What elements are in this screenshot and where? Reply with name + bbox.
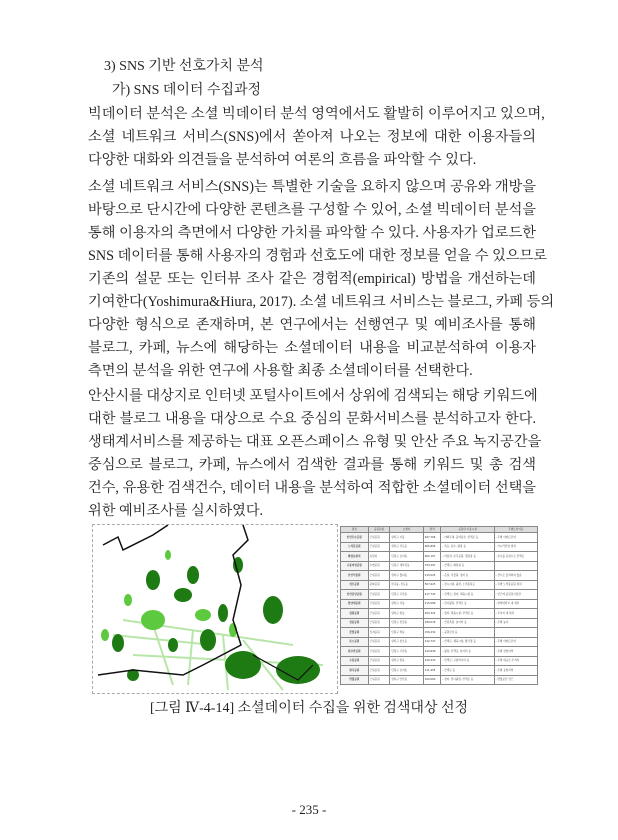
table-cell: 상록구 일동 — [390, 656, 423, 666]
table-cell: 상록구 사동 — [390, 599, 423, 609]
table-cell: 단원구 초지동 — [390, 666, 423, 676]
paragraph-line: 측면의 분석을 위한 연구에 사용할 최종 소셜데이터를 선택한다. — [88, 363, 473, 379]
section-heading: 3) SNS 기반 선호가치 분석 — [104, 59, 264, 74]
paragraph-line: 다양한 형식으로 존재하며, 본 연구에서는 선행연구 및 예비조사를 통해 — [88, 317, 536, 333]
table-cell: 단원구 초지동 — [390, 552, 423, 562]
table-cell: 본오공원 — [341, 637, 369, 647]
table-row — [341, 542, 538, 552]
table-cell: 215,025 — [423, 571, 441, 581]
paragraph-line: 위한 예비조사를 실시하였다. — [88, 503, 264, 519]
table-row — [341, 590, 538, 600]
table-cell: 189,076 — [423, 618, 441, 628]
table-cell: 정원공원 — [341, 609, 369, 619]
table-cell: 반월공원 — [341, 675, 369, 685]
table-row — [341, 552, 538, 562]
table-header: 주변토지이용 — [494, 527, 537, 533]
table-cell: - 산책로, 화장실 등 — [441, 561, 494, 571]
table-cell: 상록구 안산동 — [390, 675, 423, 685]
table-cell: 665,806 — [423, 542, 441, 552]
table-cell: - 주변 상업지역 — [494, 647, 537, 657]
table-cell: 꽃빛공원 — [341, 628, 369, 638]
paragraph-line: 소셜 네트워크 서비스(SNS)에서 쏟아져 나오는 정보에 대한 이용자들의 — [88, 129, 536, 145]
table-cell: 노적봉공원 — [341, 542, 369, 552]
paragraph-line: 대한 블로그 내용을 대상으로 수요 중심의 문화서비스를 분석하고자 한다. — [88, 411, 536, 427]
table-cell: 화랑유원지 — [341, 552, 369, 562]
table-cell: - 정자, 체육시설, 산책로 등 — [441, 609, 494, 619]
table-cell: 상록구 일동 — [390, 609, 423, 619]
paragraph-line: SNS 데이터를 통해 사용자의 경험과 선호도에 대한 정보를 얻을 수 있으므로 — [88, 248, 547, 264]
table-header: 공원내 이용시설 — [441, 527, 494, 533]
table-cell: - 광장, 산책로, 놀이터 등 — [441, 647, 494, 657]
table-cell: 507,625 — [423, 580, 441, 590]
paragraph-line: 안산시를 대상지로 인터넷 포털사이트에서 상위에 검색되는 해당 키워드에 — [88, 388, 538, 404]
table-cell: 단원구 대부북동 — [390, 561, 423, 571]
table-cell: 안산중앙공원 — [341, 590, 369, 600]
table-cell: - 온실, 식물원, 정자 등 — [441, 571, 494, 581]
table-cell: - 주변 대규모 주거지 — [494, 656, 537, 666]
green-space-map — [92, 524, 338, 694]
table-cell: 단원구 고잔동 — [390, 647, 423, 657]
table-cell: - 인근에 올림픽기념관 — [494, 590, 537, 600]
table-cell: 120,649 — [423, 647, 441, 657]
park-table — [340, 526, 538, 685]
table-cell: 원고잔공원 — [341, 647, 369, 657]
table-cell: 근린공원 — [368, 675, 390, 685]
table-cell: - 산으로 둘러싸여 있음 — [494, 571, 537, 581]
table-row — [341, 571, 538, 581]
table-cell: - 산책로, 정자, 체육시설 등 — [441, 590, 494, 600]
table-cell: 204,322 — [423, 609, 441, 619]
paragraph-line: 소셜 네트워크 서비스(SNS)는 특별한 기술을 요하지 않으며 공유와 개방을 — [88, 179, 536, 195]
table-cell: - 폭포, 분수, 광장 등 — [441, 542, 494, 552]
table-row — [341, 618, 538, 628]
table-cell: 122,747 — [423, 637, 441, 647]
table-cell: 구룡저연공원 — [341, 561, 369, 571]
table-cell: 구룡공원 — [341, 656, 369, 666]
table-cell: 상록구 월피동 — [390, 571, 423, 581]
table-cell — [494, 628, 537, 638]
table-cell: 근린공원 — [368, 666, 390, 676]
table-cell: 근린공원 — [368, 609, 390, 619]
table-cell: 상록구 본오동 — [390, 637, 423, 647]
table-row — [341, 533, 538, 543]
table-row — [341, 561, 538, 571]
table-cell: 근린공원 — [368, 637, 390, 647]
paragraph-line: 통해 이용자의 측면에서 다양한 가치를 파악할 수 있다. 사용자가 업로드한 — [88, 225, 536, 241]
paragraph-line: 블로그, 카페, 뉴스에 해당하는 소셜데이터 내용을 비교분석하여 이용자 — [88, 340, 536, 356]
table-cell: 단원구 고잔동 — [390, 590, 423, 600]
table-cell: - 미술관, 조각공원, 캠핑장 등 — [441, 552, 494, 562]
table-cell: 333,297 — [423, 561, 441, 571]
table-cell: - 산책로, 체육시설, 팔각정 등 — [441, 637, 494, 647]
table-cell: 부곡동, 성포동 — [390, 580, 423, 590]
table-header: 공원유형 — [368, 527, 390, 533]
paragraph-line: 기존의 설문 또는 인터뷰 조사 같은 경험적(empirical) 방법을 개선하는데 — [88, 271, 536, 287]
table-row — [341, 609, 538, 619]
table-cell: 215,089 — [423, 599, 441, 609]
table-cell: 근린공원 — [368, 656, 390, 666]
table-cell: 묘지공원 — [368, 628, 390, 638]
table-cell: 156,232 — [423, 628, 441, 638]
paragraph-line: 건수, 유용한 검색건수, 데이터 내용을 분석하여 적합한 소셜데이터 선택을 — [88, 480, 536, 496]
paragraph-line: 기여한다(Yoshimura&Hiura, 2017). 소셜 네트워크 서비스는 블로그, 카페 등의 — [88, 294, 555, 310]
table-cell: 단원구 와동 — [390, 628, 423, 638]
table-cell: - 공원묘지 등 — [441, 628, 494, 638]
table-cell: - 잔디광장, 산책로 등 — [441, 599, 494, 609]
table-header: 소재지 — [390, 527, 423, 533]
table-cell: 근린공원 — [368, 618, 390, 628]
page-number: - 235 - — [291, 802, 327, 817]
table-cell: - 산책로 등 — [441, 666, 494, 676]
paragraph-line: 빅데이터 분석은 소셜 빅데이터 분석 영역에서도 활발히 이루어지고 있으며, — [88, 106, 545, 122]
table-cell: 602,107 — [423, 552, 441, 562]
table-cell: 문화공원 — [368, 580, 390, 590]
table-cell: 안산식물원 — [341, 571, 369, 581]
figure — [92, 524, 538, 694]
table-cell: - 주변 공업지역 — [494, 666, 537, 676]
table-row — [341, 580, 538, 590]
table-cell: 선감공원 — [341, 618, 369, 628]
table-cell: 성호공원 — [341, 580, 369, 590]
table-row — [341, 666, 538, 676]
table-cell: - 주변 아파트단지 — [494, 533, 537, 543]
table-cell: - 야외무대, 음악분수, 산책로 등 — [441, 533, 494, 543]
table-cell — [494, 561, 537, 571]
table-cell: - 주변 농지 — [494, 618, 537, 628]
table-cell: 647,766 — [423, 533, 441, 543]
paragraph-line: 다양한 대화와 의견들을 분석하여 여론의 흐름을 파악할 수 있다. — [88, 152, 477, 168]
table-cell: 단원구 선감동 — [390, 618, 423, 628]
subsection-heading: 가) SNS 데이터 수집과정 — [112, 83, 262, 98]
table-cell: 원곡공원 — [341, 666, 369, 676]
table-row — [341, 675, 538, 685]
table-cell: 111,455 — [423, 666, 441, 676]
table-cell: 근린공원 — [368, 542, 390, 552]
table-row — [341, 637, 538, 647]
table-row — [341, 628, 538, 638]
table-cell: - 주변 아파트단지 — [494, 637, 537, 647]
table-row — [341, 599, 538, 609]
table-row — [341, 647, 538, 657]
table-cell: - 정자, 잔디광장, 산책로 등 — [441, 675, 494, 685]
table-header: 명칭 — [341, 527, 369, 533]
table-cell: 근린공원 — [368, 533, 390, 543]
table-cell: 근린공원 — [368, 599, 390, 609]
table-cell: 근린공원 — [368, 571, 390, 581]
table-header: 면적 — [423, 527, 441, 533]
table-cell: 120,433 — [423, 656, 441, 666]
table-cell: 근린공원 — [368, 647, 390, 657]
table-cell: - 주거지 내 위치 — [494, 609, 537, 619]
table-cell: 417,743 — [423, 590, 441, 600]
table-cell: - 호수를 중심으로 산책로 — [494, 552, 537, 562]
paragraph-line: 중심으로 블로그, 카페, 뉴스에서 검색한 결과를 통해 키워드 및 총 검색 — [88, 457, 536, 473]
table-cell: - 산림욕장, 놀이터 등 — [441, 618, 494, 628]
paragraph-line: 바탕으로 단시간에 다양한 콘텐츠를 구성할 수 있어, 소셜 빅데이터 분석을 — [88, 202, 536, 218]
figure-caption: [그림 Ⅳ-4-14] 소셜데이터 수집을 위한 검색대상 선정 — [149, 701, 469, 716]
table-row — [341, 656, 538, 666]
table-cell: 한양대공원 — [341, 599, 369, 609]
table-cell: 유원지 — [368, 552, 390, 562]
table-cell: 상록구 사동 — [390, 533, 423, 543]
table-cell: - 가시리산업 위치 — [494, 542, 537, 552]
table-cell: - 전시시설, 광장, 노적봉폭포 — [441, 580, 494, 590]
table-cell: - 산책로, 구룡약수터 등 — [441, 656, 494, 666]
table-cell: 상록구 성포동 — [390, 542, 423, 552]
table-cell: 수변공원 — [368, 561, 390, 571]
table-cell: 근린공원 — [368, 590, 390, 600]
table-cell: 안산호수공원 — [341, 533, 369, 543]
table-cell: 100,060 — [423, 675, 441, 685]
table-cell: - 반월공단 인근 — [494, 675, 537, 685]
paragraph-line: 생태계서비스를 제공하는 대표 오픈스페이스 유형 및 안산 주요 녹지공간을 — [88, 434, 542, 450]
table-cell: - 한양대학교 내 위치 — [494, 599, 537, 609]
table-cell: - 주변 노적봉공원 위치 — [494, 580, 537, 590]
